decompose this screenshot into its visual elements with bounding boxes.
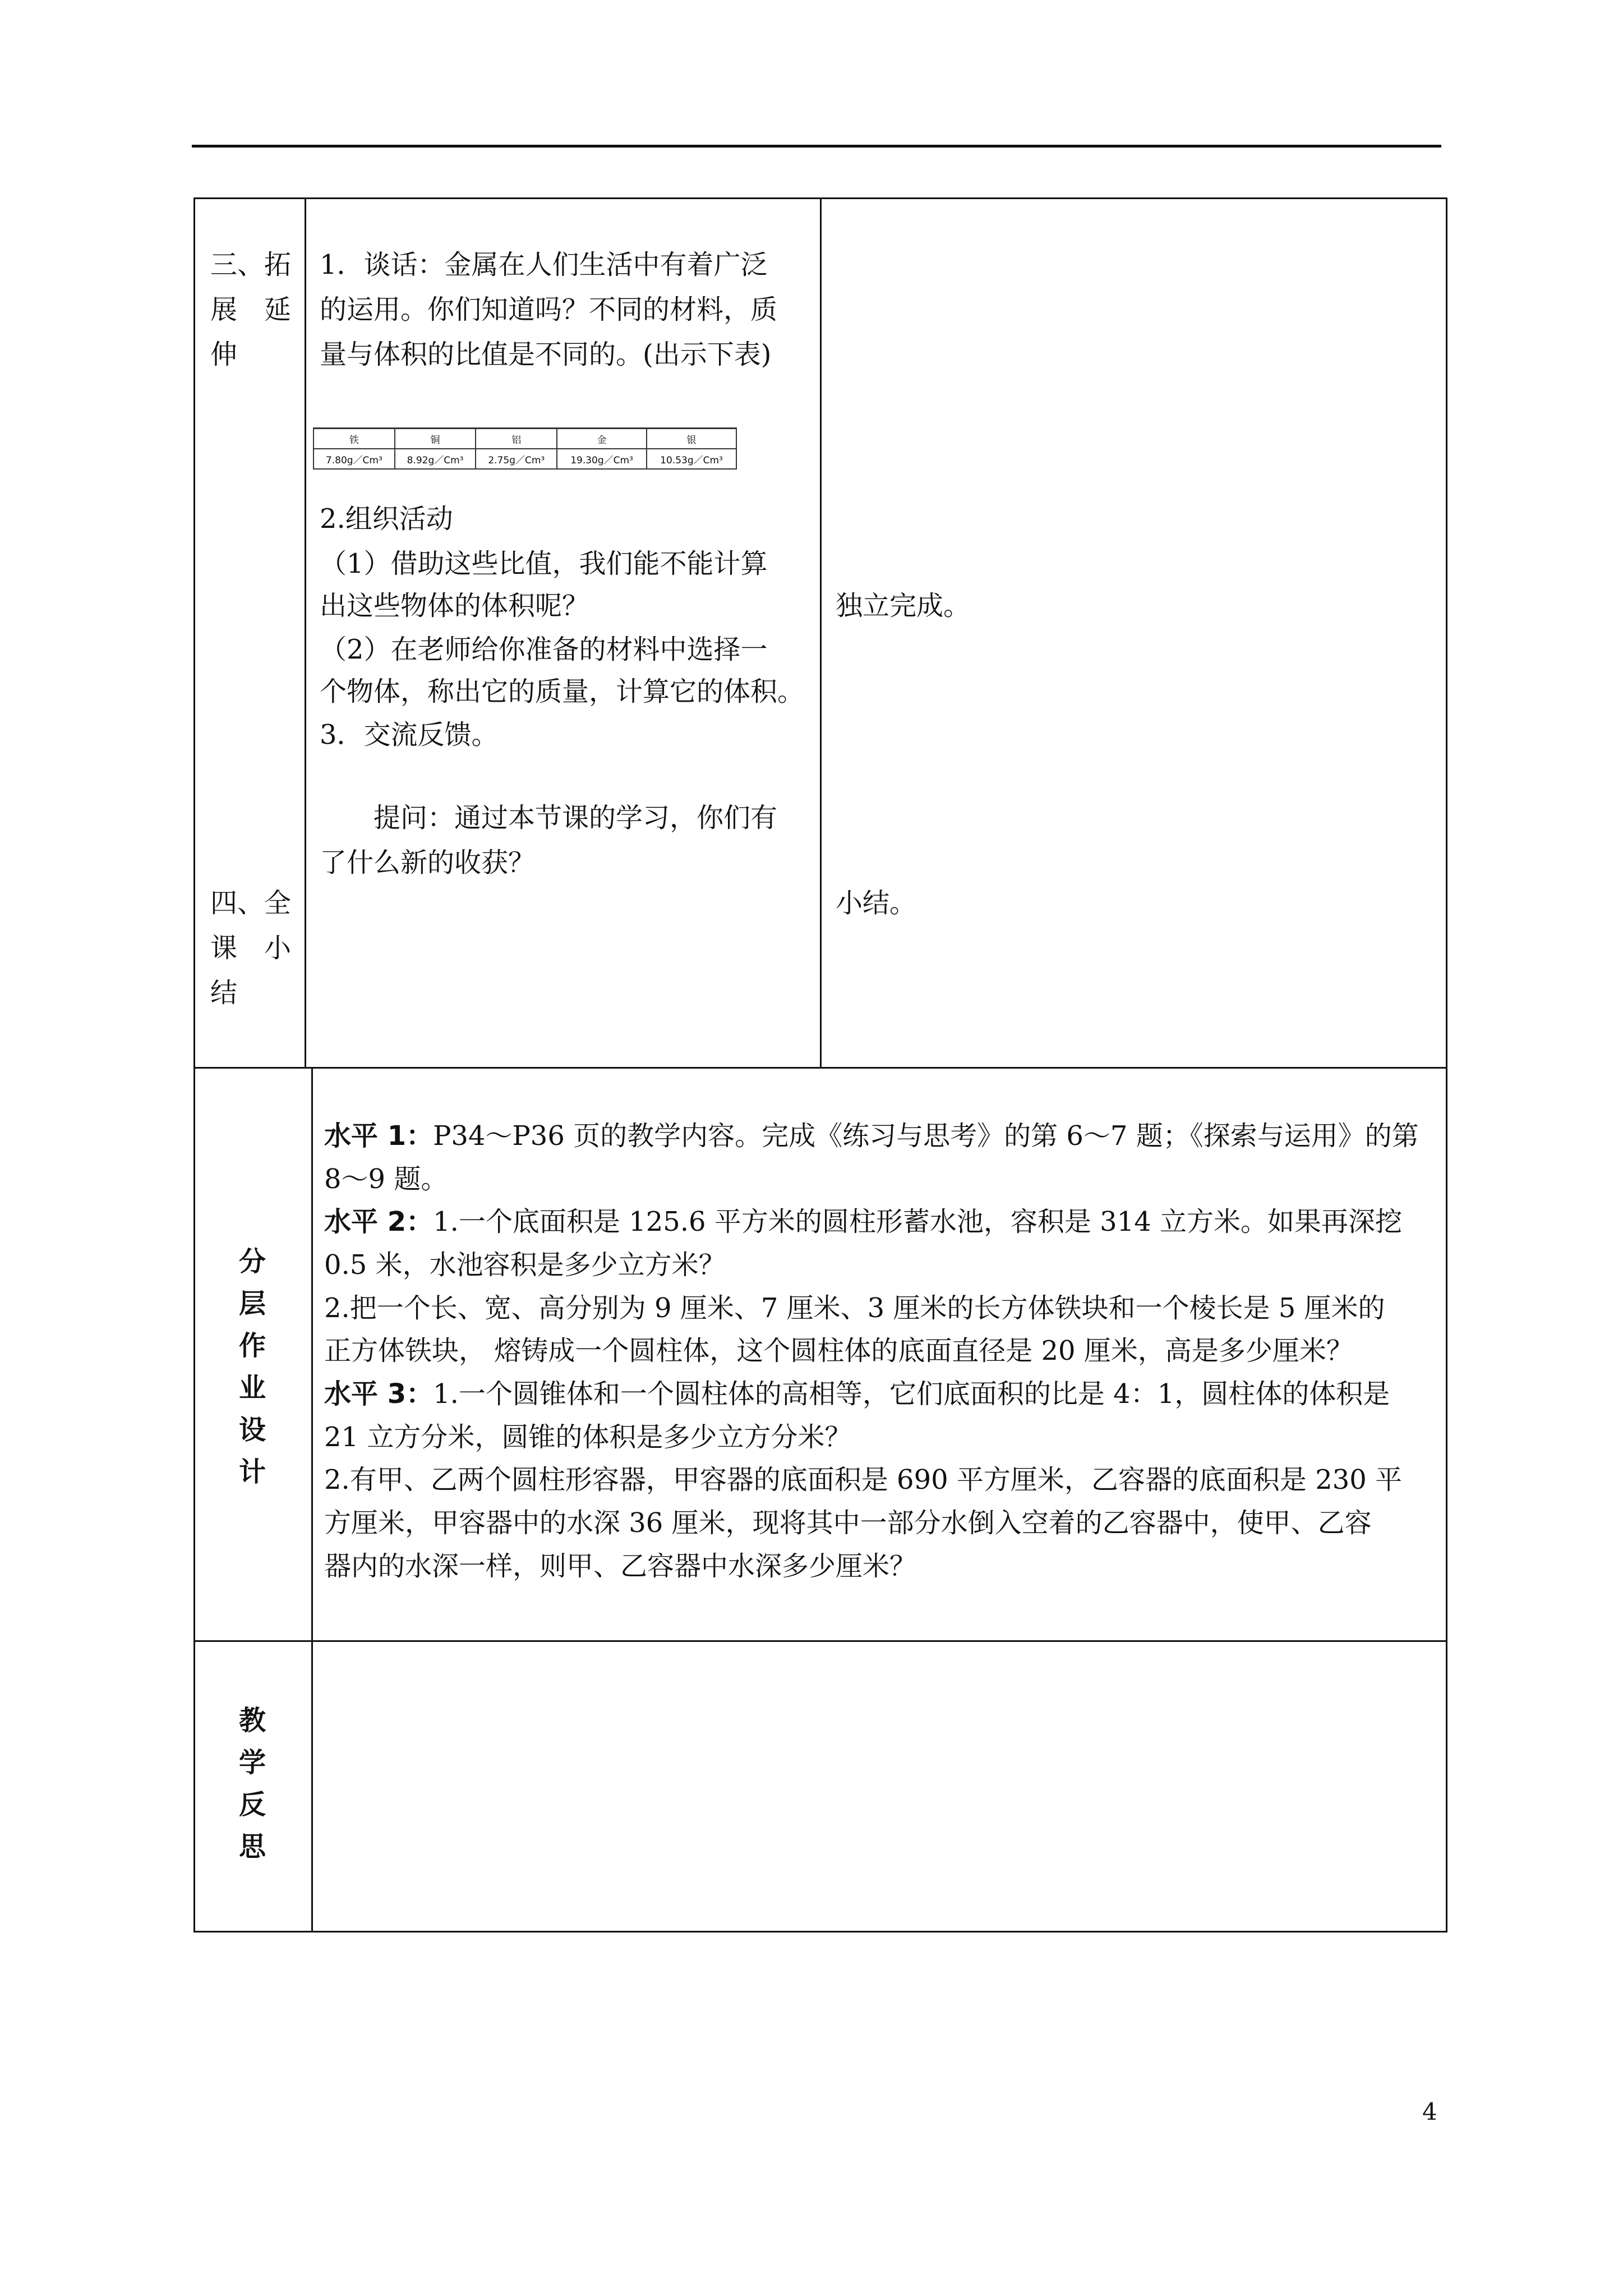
table-row bbox=[313, 429, 736, 449]
homework-line bbox=[324, 1501, 1372, 1545]
homework-text: 2.有甲、乙两个圆柱形容器，甲容器的底面积是 690 平方厘米，乙容器的底面积是 230 平 bbox=[324, 1464, 1403, 1496]
homework-text: 0.5 米，水池容积是多少立方米？ bbox=[324, 1249, 726, 1281]
homework-text: P34～P36 页的教学内容。完成《练习与思考》的第 6～7 题；《探索与运用》的第 bbox=[433, 1120, 1419, 1152]
homework-text: 1.一个圆锥体和一个圆柱体的高相等，它们底面积的比是 4：1，圆柱体的体积是 bbox=[433, 1378, 1390, 1410]
homework-line bbox=[324, 1544, 916, 1589]
col-divider-lower bbox=[311, 1067, 313, 1932]
table-cell: 8.92g／Cm³ bbox=[395, 449, 476, 469]
table-right-border bbox=[1446, 197, 1447, 1932]
table-cell: 2.75g／Cm³ bbox=[476, 449, 557, 469]
table-cell: 7.80g／Cm³ bbox=[313, 449, 395, 469]
homework-line bbox=[324, 1457, 1402, 1502]
activity-line: （1）借助这些比值，我们能不能计算 bbox=[320, 548, 768, 579]
homework-line bbox=[324, 1372, 1390, 1416]
table-header-cell: 铝 bbox=[476, 429, 557, 449]
level-label: 水平 3： bbox=[324, 1378, 434, 1410]
content-line: 量与体积的比值是不同的。(出示下表) bbox=[320, 339, 772, 370]
question-line: 提问：通过本节课的学习，你们有 bbox=[320, 802, 778, 834]
col-divider-student bbox=[820, 197, 822, 1069]
homework-text: 2.把一个长、宽、高分别为 9 厘米、7 厘米、3 厘米的长方体铁块和一个棱长是 5 厘米的 bbox=[324, 1292, 1385, 1324]
homework-line bbox=[324, 1415, 851, 1460]
homework-label-char: 设 bbox=[238, 1414, 266, 1446]
activity-line: 个物体，称出它的质量，计算它的体积。 bbox=[320, 676, 805, 707]
homework-label-char: 层 bbox=[238, 1288, 266, 1319]
section3-label-line: 伸 bbox=[210, 339, 238, 370]
reflection-label-char: 学 bbox=[238, 1747, 266, 1778]
page-number: 4 bbox=[1422, 2098, 1437, 2125]
level-label: 水平 1： bbox=[324, 1120, 434, 1152]
homework-text: 正方体铁块， 熔铸成一个圆柱体，这个圆柱体的底面直径是 20 厘米，高是多少厘米？ bbox=[324, 1335, 1353, 1366]
reflection-label-char: 反 bbox=[238, 1789, 266, 1820]
homework-text: 器内的水深一样，则甲、乙容器中水深多少厘米？ bbox=[324, 1550, 917, 1582]
table-row bbox=[313, 449, 736, 469]
homework-line bbox=[324, 1199, 1402, 1244]
homework-label-char: 业 bbox=[238, 1372, 266, 1404]
content-line: 1．谈话：金属在人们生活中有着广泛 bbox=[320, 249, 768, 280]
table-left-border bbox=[193, 197, 195, 1932]
row-divider-reflection bbox=[193, 1640, 1447, 1642]
homework-text: 21 立方分米，圆锥的体积是多少立方分米？ bbox=[324, 1421, 852, 1453]
homework-line bbox=[324, 1243, 726, 1287]
activity-line: （2）在老师给你准备的材料中选择一 bbox=[320, 634, 768, 665]
level-label: 水平 2： bbox=[324, 1206, 434, 1237]
col-divider-label bbox=[305, 197, 306, 1069]
student-note: 独立完成。 bbox=[836, 590, 971, 622]
header-rule bbox=[192, 145, 1441, 148]
metal-density-table bbox=[313, 427, 737, 470]
table-header-cell: 银 bbox=[647, 429, 736, 449]
activity-line: 3．交流反馈。 bbox=[320, 719, 499, 751]
reflection-label-char: 教 bbox=[238, 1705, 266, 1736]
table-cell: 19.30g／Cm³ bbox=[557, 449, 647, 469]
activity-line: 出这些物体的体积呢？ bbox=[320, 590, 589, 622]
homework-line bbox=[324, 1286, 1385, 1331]
homework-text: 1.一个底面积是 125.6 平方米的圆柱形蓄水池，容积是 314 立方米。如果再深挖 bbox=[433, 1206, 1402, 1237]
section4-label-line: 课 小 bbox=[210, 932, 292, 964]
section4-label-line: 结 bbox=[210, 977, 238, 1009]
section4-label-line: 四、全 bbox=[210, 887, 292, 919]
table-header-cell: 金 bbox=[557, 429, 647, 449]
table-header-cell: 铜 bbox=[395, 429, 476, 449]
table-header-cell: 铁 bbox=[313, 429, 395, 449]
content-line: 的运用。你们知道吗？不同的材料，质 bbox=[320, 294, 778, 325]
table-cell: 10.53g／Cm³ bbox=[647, 449, 736, 469]
homework-line bbox=[324, 1157, 448, 1202]
section3-label-line: 展 延 bbox=[210, 294, 292, 325]
question-line: 了什么新的收获？ bbox=[320, 847, 536, 878]
homework-label-char: 分 bbox=[238, 1246, 266, 1277]
homework-text: 8～9 题。 bbox=[324, 1163, 448, 1195]
homework-text: 方厘米，甲容器中的水深 36 厘米，现将其中一部分水倒入空着的乙容器中，使甲、乙容 bbox=[324, 1507, 1372, 1539]
activity-line: 2.组织活动 bbox=[320, 503, 453, 535]
homework-line bbox=[324, 1114, 1419, 1158]
table-bottom-border bbox=[193, 1931, 1447, 1932]
homework-line bbox=[324, 1328, 1353, 1373]
student-note: 小结。 bbox=[836, 887, 917, 919]
section3-label-line: 三、拓 bbox=[210, 249, 292, 280]
homework-label-char: 作 bbox=[238, 1330, 266, 1361]
homework-label-char: 计 bbox=[238, 1456, 266, 1488]
reflection-label-char: 思 bbox=[238, 1831, 266, 1862]
